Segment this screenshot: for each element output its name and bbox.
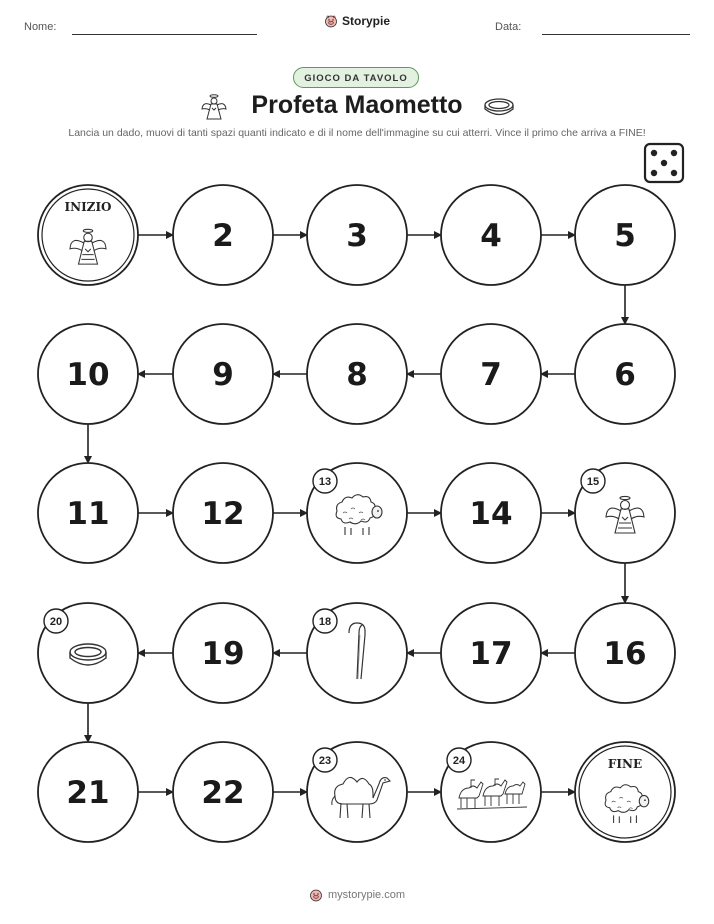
board-space[interactable]: [575, 324, 675, 424]
board-spaces: [38, 185, 675, 842]
board-space[interactable]: [307, 324, 407, 424]
category-badge: GIOCO DA TAVOLO: [293, 67, 419, 88]
space-number: 5: [614, 218, 636, 254]
board-space[interactable]: [441, 185, 541, 285]
space-number: 4: [480, 218, 502, 254]
finish-label: FINE: [607, 757, 643, 771]
space-number: 24: [452, 755, 466, 767]
board-space[interactable]: [173, 185, 273, 285]
space-number: 22: [201, 775, 245, 811]
space-number: 11: [66, 496, 110, 532]
space-number: 3: [346, 218, 368, 254]
board-space[interactable]: [575, 463, 675, 563]
brand-name: Storypie: [341, 14, 390, 28]
board-space[interactable]: [441, 324, 541, 424]
space-number: 15: [586, 476, 600, 488]
space-number: 21: [66, 775, 110, 811]
board-space[interactable]: [575, 185, 675, 285]
board-space[interactable]: [38, 324, 138, 424]
space-number: 19: [201, 636, 245, 672]
board-space[interactable]: [173, 463, 273, 563]
space-number: 13: [318, 476, 332, 488]
board-space[interactable]: [38, 463, 138, 563]
board-space[interactable]: [307, 185, 407, 285]
start-space[interactable]: [38, 185, 138, 285]
start-label: INIZIO: [64, 200, 112, 214]
board-space[interactable]: [441, 463, 541, 563]
space-number: 7: [480, 357, 502, 393]
space-number: 9: [212, 357, 234, 393]
name-label: Nome:: [24, 21, 57, 33]
board-space[interactable]: [38, 603, 138, 703]
date-label: Data:: [495, 21, 522, 33]
space-number: 16: [603, 636, 647, 672]
space-number: 18: [318, 616, 332, 628]
board-space[interactable]: [173, 603, 273, 703]
space-number: 8: [346, 357, 368, 393]
space-number: 14: [469, 496, 513, 532]
board-space[interactable]: [307, 742, 407, 842]
board-space[interactable]: [441, 742, 541, 842]
footer: [0, 888, 714, 905]
page-title: Profeta Maometto: [251, 91, 463, 119]
space-number: 17: [469, 636, 513, 672]
space-number: 12: [201, 496, 245, 532]
space-number: 20: [49, 616, 63, 628]
board-space[interactable]: [441, 603, 541, 703]
finish-space[interactable]: [575, 742, 675, 842]
space-number: 6: [614, 357, 636, 393]
board-space[interactable]: [173, 742, 273, 842]
instructions: Lancia un dado, muovi di tanti spazi quanti indicato e di il nome dell'immagine su cui atterri. Vince il primo che arriva a FINE!: [68, 127, 646, 139]
pig-logo-icon: [309, 888, 323, 902]
board-space[interactable]: [307, 603, 407, 703]
footer-url: mystorypie.com: [327, 889, 406, 901]
board-space[interactable]: [575, 603, 675, 703]
space-number: 23: [318, 755, 332, 767]
board-space[interactable]: [173, 324, 273, 424]
space-number: 10: [66, 357, 110, 393]
space-number: 2: [212, 218, 234, 254]
board-space[interactable]: [38, 742, 138, 842]
board-space[interactable]: [307, 463, 407, 563]
